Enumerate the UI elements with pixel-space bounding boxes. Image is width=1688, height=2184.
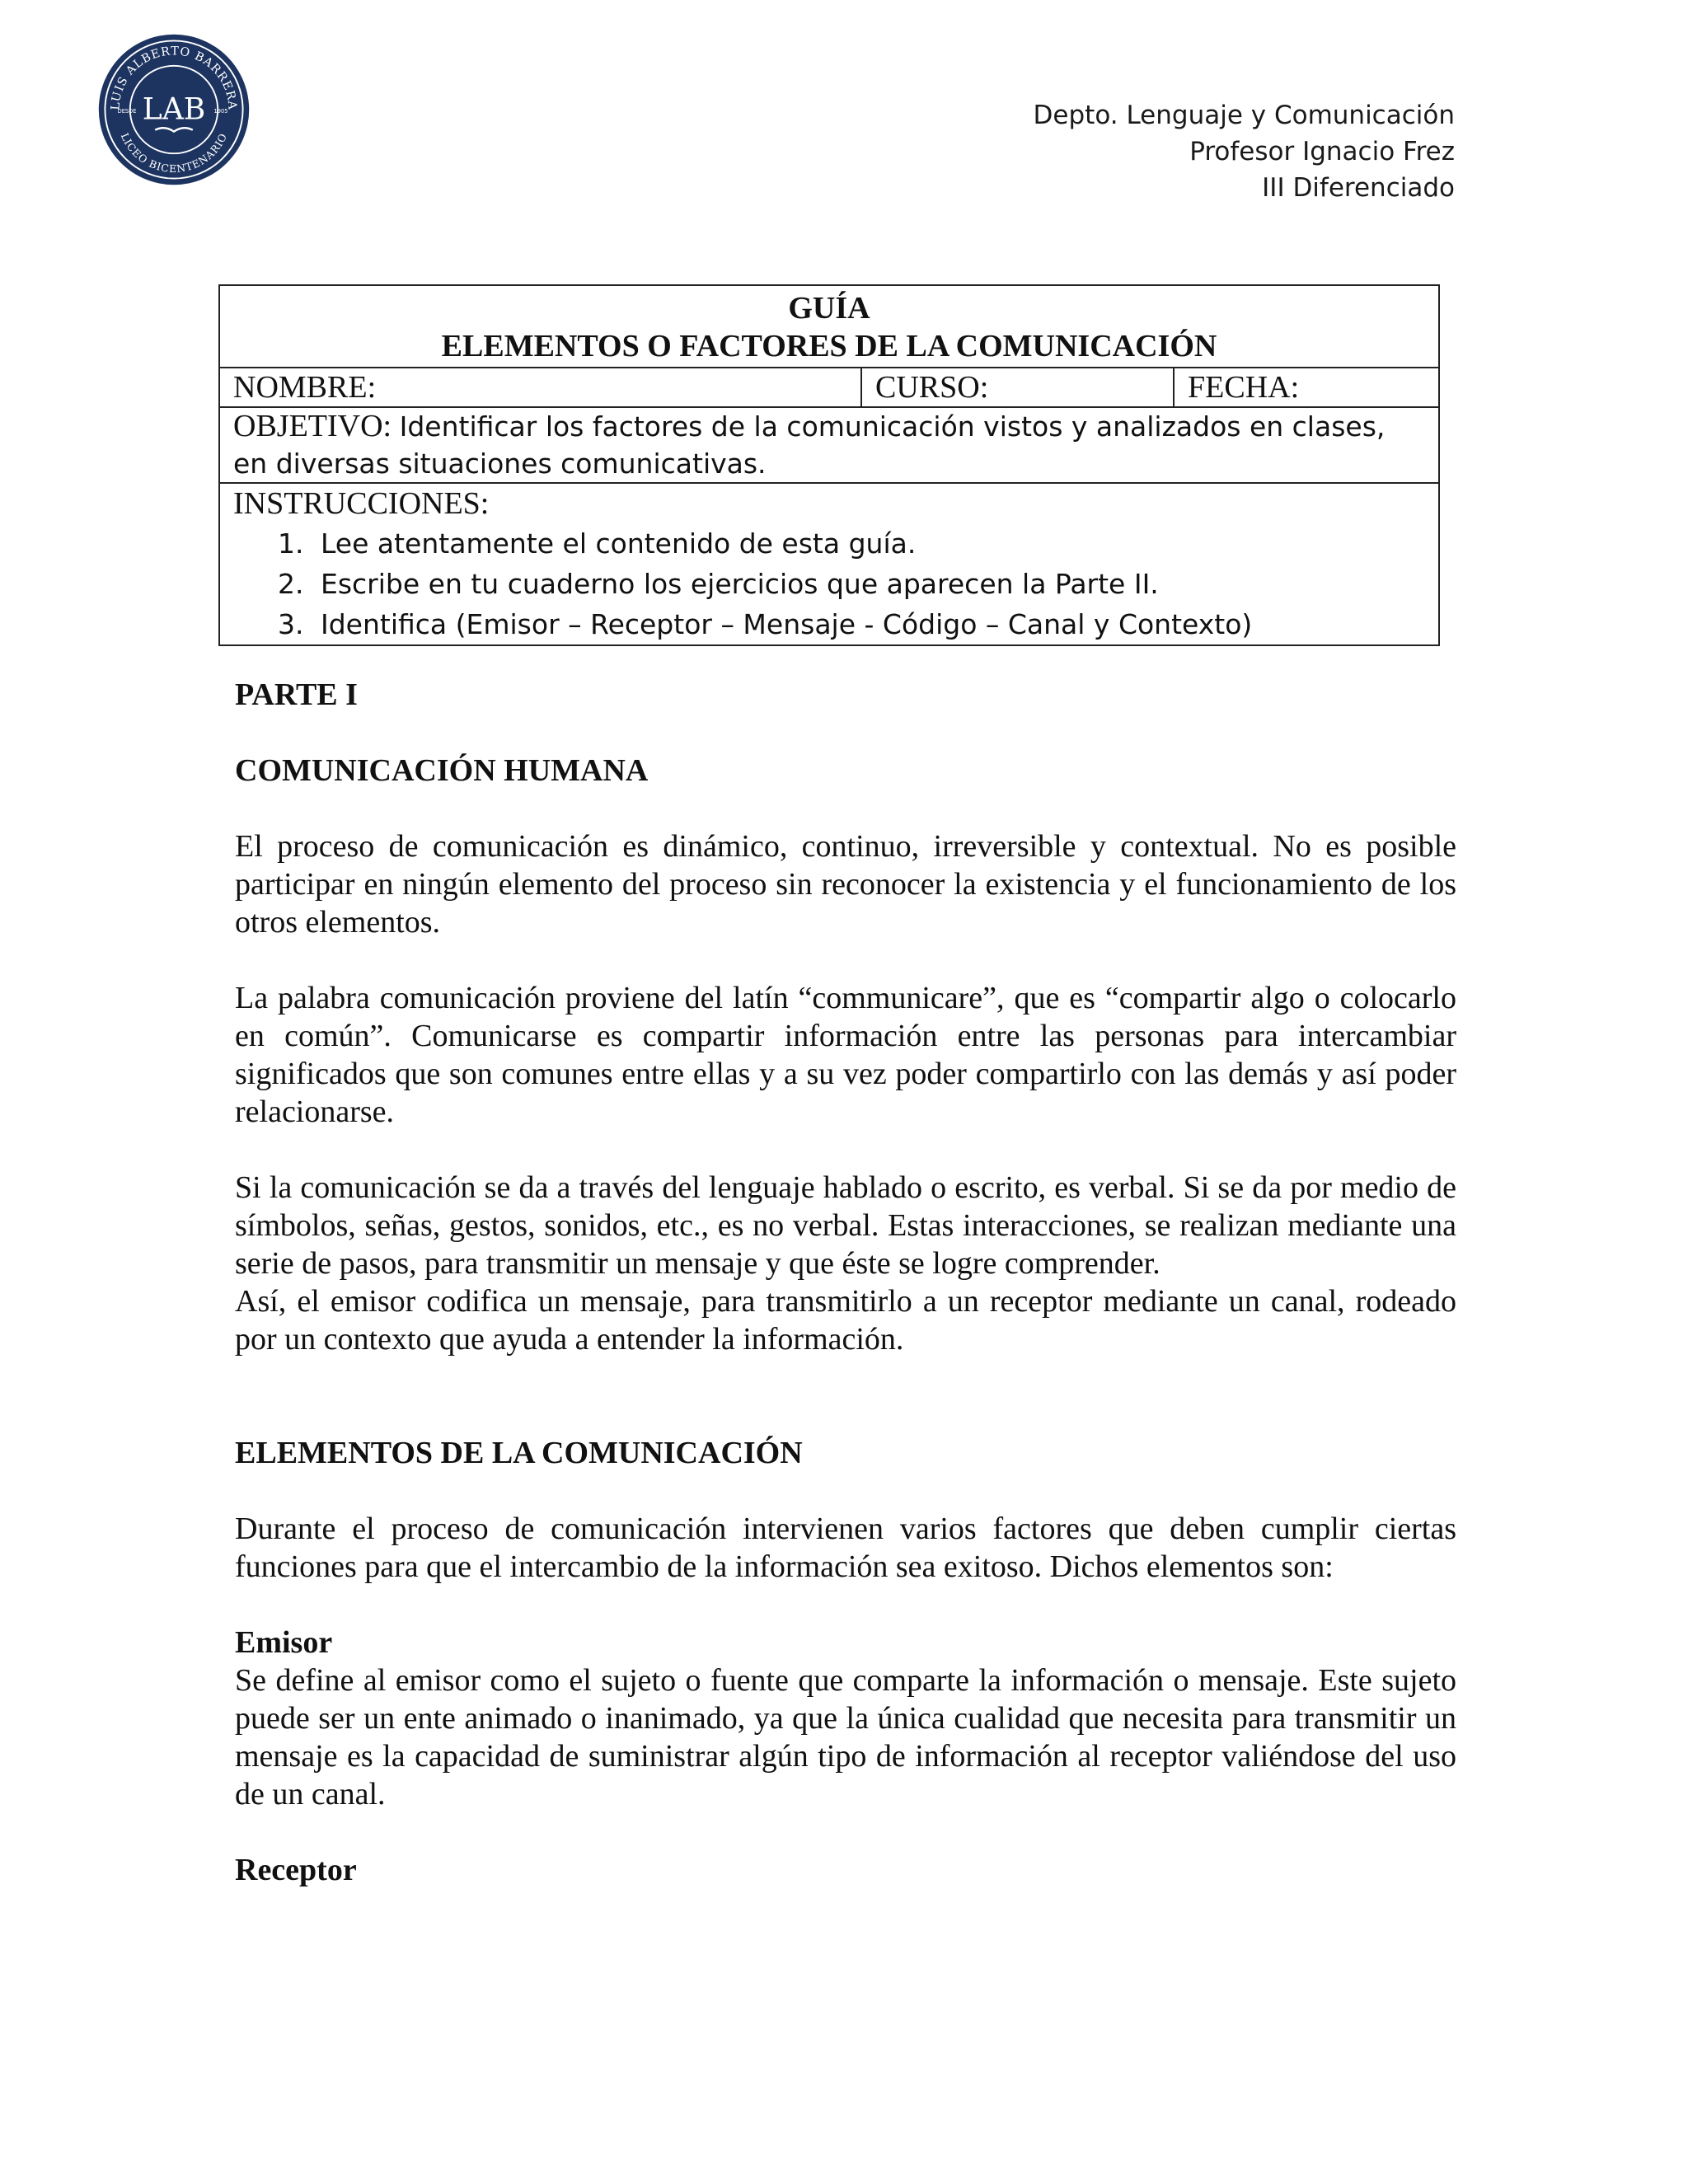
instructions-list [233, 523, 1425, 644]
paragraph: La palabra comunicación proviene del latín “communicare”, que es “compartir algo o colocarlo en común”. Comunicarse es compartir información entre las personas para intercambiar significados que son comunes entre ellas y a su vez poder compartirlo con las demás y así poder relacionarse. [235, 981, 1456, 1129]
header-info [1034, 97, 1455, 206]
instruction-item: 3. Identifica (Emisor – Receptor – Mensaje - Código – Canal y Contexto) [312, 604, 1425, 644]
department-text: Depto. Lenguaje y Comunicación [1033, 101, 1455, 130]
name-field[interactable]: NOMBRE: [219, 368, 861, 407]
logo-year-right: 1905 [213, 107, 228, 115]
instruction-item: 1. Lee atentamente el contenido de esta guía. [312, 523, 1425, 564]
logo-top-text: LUIS ALBERTO BARRERA [109, 45, 239, 111]
logo-year-left: DESDE [117, 107, 137, 115]
instruction-item: 2. Escribe en tu cuaderno los ejercicios que aparecen la Parte II. [312, 564, 1425, 604]
level-text: III Diferenciado [1262, 173, 1455, 203]
logo-bottom-text: LICEO BICENTENARIO [118, 131, 230, 176]
section-heading-human-communication: COMUNICACIÓN HUMANA [235, 753, 649, 788]
section-heading-elements: ELEMENTOS DE LA COMUNICACIÓN [235, 1436, 803, 1470]
guide-title: GUÍA [788, 291, 870, 326]
paragraph: Se define al emisor como el sujeto o fuente que comparte la información o mensaje. Este sujeto puede ser un ente animado o inanimado, ya que la única cualidad que necesita para transmitir un mensaje es la capacidad de suministrar algún tipo de información al receptor valiéndose del uso de un canal. [235, 1663, 1456, 1811]
school-logo [96, 31, 252, 188]
guide-header-table [218, 284, 1440, 646]
part-heading: PARTE I [235, 677, 358, 712]
document-body [235, 676, 1456, 1889]
objective-label: OBJETIVO: [233, 409, 392, 443]
paragraph: Así, el emisor codifica un mensaje, para transmitirlo a un receptor mediante un canal, rodeado por un contexto que ayuda a entender la información. [235, 1284, 1456, 1357]
objective-cell [219, 407, 1439, 483]
subheading-receptor: Receptor [235, 1853, 357, 1887]
guide-subtitle: ELEMENTOS O FACTORES DE LA COMUNICACIÓN [441, 329, 1217, 363]
date-field[interactable]: FECHA: [1174, 368, 1439, 407]
subheading-emisor: Emisor [235, 1625, 333, 1660]
logo-monogram: LAB [142, 91, 206, 127]
paragraph: El proceso de comunicación es dinámico, continuo, irreversible y contextual. No es posible participar en ningún elemento del proceso sin reconocer la existencia y el funcionamiento de los otros elementos. [235, 829, 1456, 940]
instructions-cell [219, 483, 1439, 645]
course-field[interactable]: CURSO: [861, 368, 1174, 407]
objective-text: Identificar los factores de la comunicación vistos y analizados en clases, en diversas situaciones comunicativas. [233, 410, 1386, 480]
teacher-text: Profesor Ignacio Frez [1189, 137, 1455, 166]
instructions-label: INSTRUCCIONES: [233, 486, 490, 521]
paragraph: Durante el proceso de comunicación intervienen varios factores que deben cumplir ciertas funciones para que el intercambio de la información sea exitoso. Dichos elementos son: [235, 1511, 1456, 1584]
guide-title-cell [219, 285, 1439, 368]
paragraph: Si la comunicación se da a través del lenguaje hablado o escrito, es verbal. Si se da por medio de símbolos, señas, gestos, sonidos, etc., es no verbal. Estas interacciones, se realizan mediante una serie de pasos, para transmitir un mensaje y que éste se logre comprender. [235, 1170, 1456, 1281]
